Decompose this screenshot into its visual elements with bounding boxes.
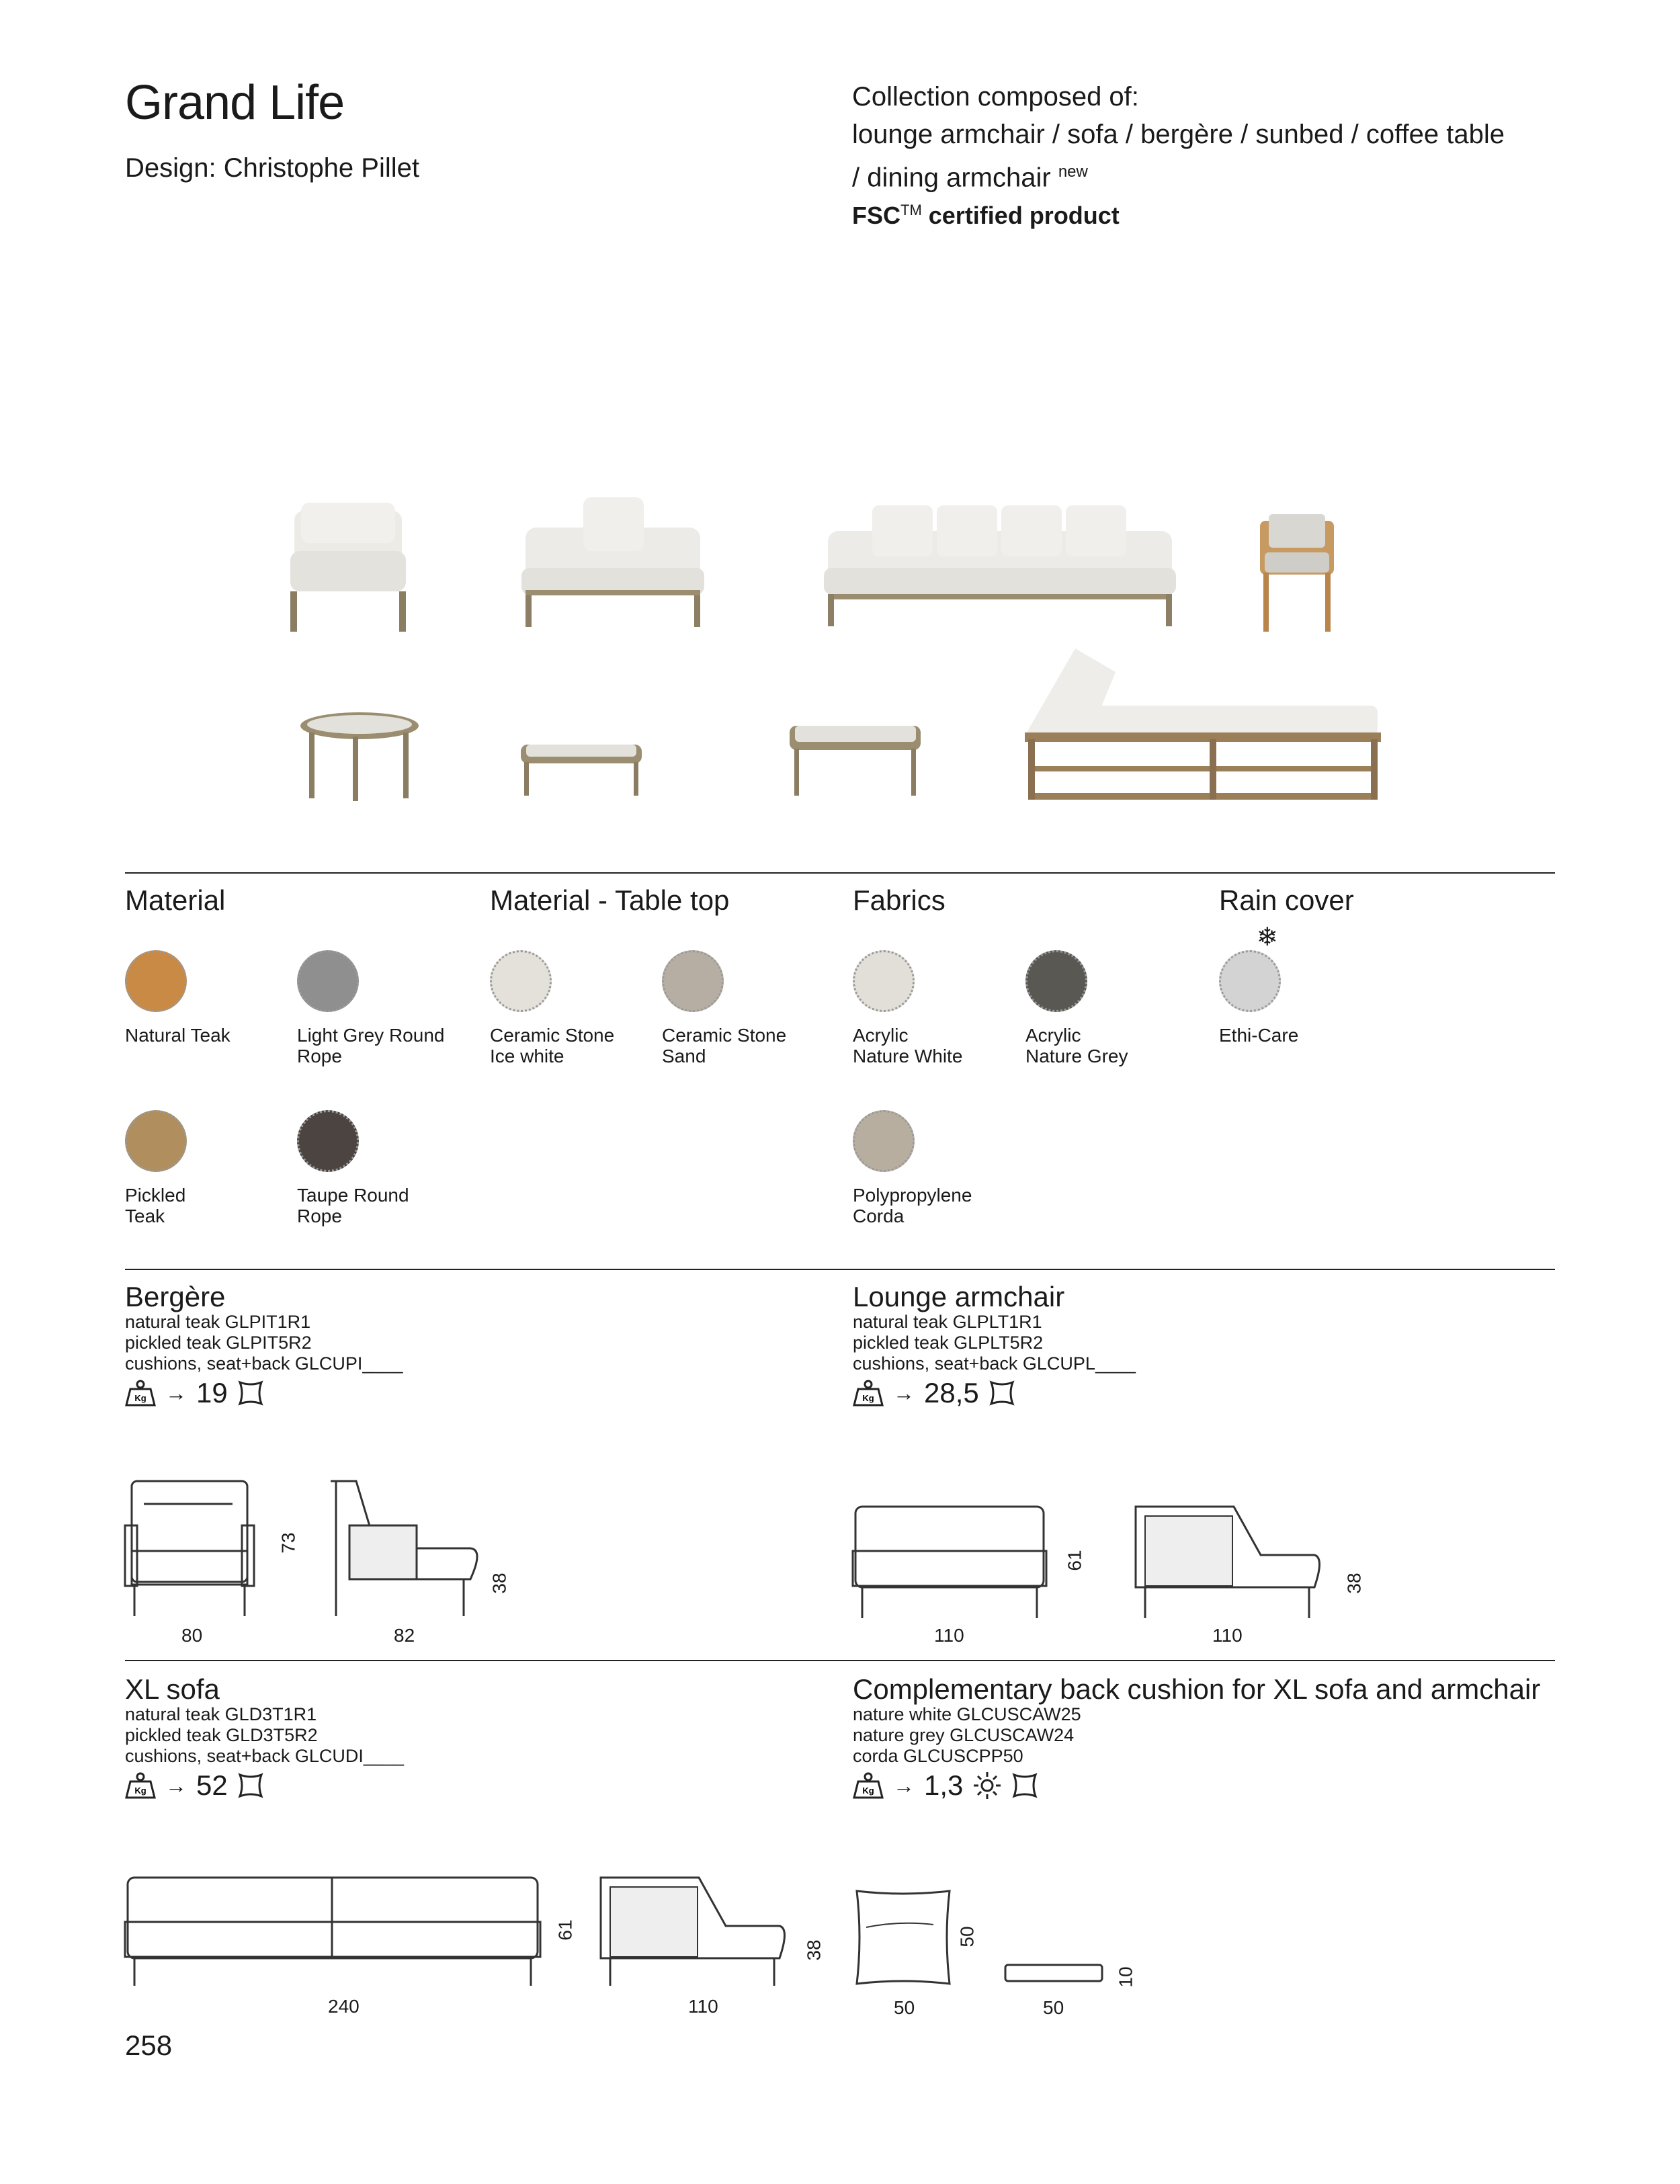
collection-line-1: Collection composed of: <box>852 82 1139 112</box>
arrow-icon: → <box>893 1380 915 1405</box>
swatch-label <box>490 1025 614 1066</box>
cushion-front-drawing <box>853 1887 954 1988</box>
product-title: Complementary back cushion for XL sofa and armchair <box>853 1673 1541 1705</box>
sun-icon <box>972 1771 1002 1800</box>
bergere-side-drawing <box>329 1478 491 1626</box>
product-code: pickled teak GLPIT5R2 <box>125 1333 312 1353</box>
swatch-natural-teak <box>125 950 187 1012</box>
swatch-pickled-teak <box>125 1110 187 1172</box>
page-number: 258 <box>125 2029 173 2061</box>
divider-products-2 <box>125 1660 1555 1661</box>
weight-icon <box>853 1772 884 1799</box>
swatch-label <box>662 1025 786 1066</box>
rain-cover-title: Rain cover <box>1219 884 1354 916</box>
dim-width: 50 <box>894 1997 915 2018</box>
swatch-label <box>125 1025 230 1046</box>
swatch-ceramic-sand <box>662 950 724 1012</box>
lounge-side-drawing <box>1133 1504 1328 1618</box>
product-title: Lounge armchair <box>853 1281 1065 1312</box>
product-code: natural teak GLD3T1R1 <box>125 1704 317 1724</box>
fsc-label: FSC <box>852 202 900 229</box>
photo-coffee-table-rect <box>521 745 642 796</box>
weight-line <box>853 1377 1136 1409</box>
swatch-label <box>297 1185 409 1226</box>
cushion-icon <box>237 1772 264 1799</box>
weight-line <box>853 1769 1540 1802</box>
lounge-front-drawing <box>853 1504 1048 1618</box>
cushion-icon <box>989 1380 1015 1406</box>
photo-coffee-table-square <box>790 726 921 796</box>
dim-width: 110 <box>934 1625 964 1646</box>
swatch-label-line: Pickled <box>125 1185 186 1206</box>
swatch-label-line: Ethi-Care <box>1219 1025 1299 1046</box>
dim-height: 61 <box>1064 1550 1085 1571</box>
product-code: natural teak GLPLT1R1 <box>853 1312 1042 1332</box>
svg-text:Kg: Kg <box>862 1786 874 1796</box>
swatch-acrylic-nature-grey <box>1025 950 1087 1012</box>
swatch-label-line: Nature Grey <box>1025 1046 1128 1066</box>
product-code: cushions, seat+back GLCUPL____ <box>853 1353 1136 1374</box>
swatch-label-line: Natural Teak <box>125 1025 230 1046</box>
dim-width: 80 <box>181 1625 203 1646</box>
swatch-label-line: Taupe Round <box>297 1185 409 1206</box>
table-top-title: Material - Table top <box>490 884 730 916</box>
divider-products-1 <box>125 1269 1555 1270</box>
xl-sofa-side-drawing <box>598 1875 793 1989</box>
weight-icon <box>125 1772 156 1799</box>
fsc-tm: TM <box>900 202 922 218</box>
swatch-label-line: Rope <box>297 1206 342 1226</box>
swatch-ethi-care <box>1219 950 1281 1012</box>
weight-value: 52 <box>196 1769 228 1801</box>
swatch-label-line: Polypropylene <box>853 1185 972 1206</box>
swatch-label <box>853 1185 972 1226</box>
photo-coffee-table-round <box>300 712 419 801</box>
weight-line <box>125 1769 404 1802</box>
swatch-label-line: Sand <box>662 1046 706 1066</box>
swatch-label <box>297 1025 444 1066</box>
dim-width: 240 <box>328 1996 360 2017</box>
designer-credit: Design: Christophe Pillet <box>125 153 419 183</box>
material-title: Material <box>125 884 226 916</box>
bergere-front-drawing <box>125 1478 273 1626</box>
photo-lounge-armchair <box>290 503 406 632</box>
svg-text:Kg: Kg <box>862 1393 874 1403</box>
snowflake-icon: ❄ <box>1257 922 1278 952</box>
product-code: pickled teak GLD3T5R2 <box>125 1725 318 1745</box>
dim-seat-height: 38 <box>489 1572 510 1594</box>
arrow-icon: → <box>893 1773 915 1798</box>
product-photos <box>0 0 1680 874</box>
page-title: Grand Life <box>125 76 345 130</box>
dim-height: 73 <box>278 1532 299 1554</box>
product-code: natural teak GLPIT1R1 <box>125 1312 311 1332</box>
dim-height: 50 <box>956 1926 978 1947</box>
swatch-label-line: Light Grey Round <box>297 1025 445 1046</box>
swatch-label-line: Nature White <box>853 1046 963 1066</box>
divider-finishes <box>125 872 1555 874</box>
weight-icon <box>853 1380 884 1406</box>
dim-thickness: 10 <box>1115 1966 1136 1988</box>
cushion-icon <box>1011 1772 1038 1799</box>
weight-value: 19 <box>196 1377 228 1409</box>
dim-seat-height: 38 <box>803 1939 825 1961</box>
product-lounge-armchair <box>853 1282 1136 1409</box>
swatch-label-line: Acrylic <box>853 1025 909 1046</box>
product-code: cushions, seat+back GLCUDI____ <box>125 1746 404 1766</box>
swatch-label-line: Teak <box>125 1206 165 1226</box>
photo-dining-armchair <box>1260 514 1334 632</box>
product-back-cushion <box>853 1675 1540 1802</box>
svg-text:Kg: Kg <box>134 1393 146 1403</box>
collection-line-3-text: / dining armchair <box>852 163 1051 193</box>
weight-value: 1,3 <box>924 1769 964 1801</box>
swatch-label-line: Rope <box>297 1046 342 1066</box>
swatch-label-line: Acrylic <box>1025 1025 1081 1046</box>
swatch-polypropylene-corda <box>853 1110 915 1172</box>
weight-value: 28,5 <box>924 1377 979 1409</box>
weight-line <box>125 1377 403 1409</box>
product-code: nature white GLCUSCAW25 <box>853 1704 1081 1724</box>
dim-depth: 110 <box>688 1996 718 2017</box>
dim-depth: 110 <box>1212 1625 1243 1646</box>
collection-line-2: lounge armchair / sofa / bergère / sunbed / coffee table <box>852 120 1505 149</box>
fabrics-title: Fabrics <box>853 884 946 916</box>
swatch-acrylic-nature-white <box>853 950 915 1012</box>
svg-text:Kg: Kg <box>134 1786 146 1796</box>
product-xl-sofa <box>125 1675 404 1802</box>
new-badge: new <box>1058 163 1088 181</box>
product-title: Bergère <box>125 1281 226 1312</box>
dim-seat-height: 38 <box>1343 1572 1365 1594</box>
product-code: cushions, seat+back GLCUPI____ <box>125 1353 403 1374</box>
dim-height: 61 <box>554 1919 576 1941</box>
swatch-label-line: Corda <box>853 1206 905 1226</box>
swatch-label-line: Ice white <box>490 1046 564 1066</box>
photo-xl-sofa <box>824 505 1176 626</box>
photo-sunbed <box>1025 648 1381 800</box>
arrow-icon: → <box>165 1380 187 1405</box>
swatch-label <box>1025 1025 1128 1066</box>
swatch-light-grey-round-rope <box>297 950 359 1012</box>
product-code: pickled teak GLPLT5R2 <box>853 1333 1044 1353</box>
cushion-icon <box>237 1380 264 1406</box>
product-bergere <box>125 1282 403 1409</box>
product-code: nature grey GLCUSCAW24 <box>853 1725 1075 1745</box>
arrow-icon: → <box>165 1773 187 1798</box>
swatch-taupe-round-rope <box>297 1110 359 1172</box>
swatch-label-line: Ceramic Stone <box>662 1025 787 1046</box>
dim-depth: 82 <box>394 1625 415 1646</box>
product-code: corda GLCUSCPP50 <box>853 1746 1023 1766</box>
swatch-ceramic-ice-white <box>490 950 552 1012</box>
xl-sofa-front-drawing <box>125 1875 542 1989</box>
product-title: XL sofa <box>125 1673 220 1705</box>
cushion-side-drawing <box>1004 1964 1105 1984</box>
weight-icon <box>125 1380 156 1406</box>
swatch-label <box>853 1025 962 1066</box>
swatch-label <box>1219 1025 1298 1046</box>
photo-bergere <box>521 497 704 627</box>
fsc-rest: certified product <box>921 202 1120 229</box>
swatch-label <box>125 1185 185 1226</box>
dim-width: 50 <box>1043 1997 1064 2018</box>
swatch-label-line: Ceramic Stone <box>490 1025 615 1046</box>
